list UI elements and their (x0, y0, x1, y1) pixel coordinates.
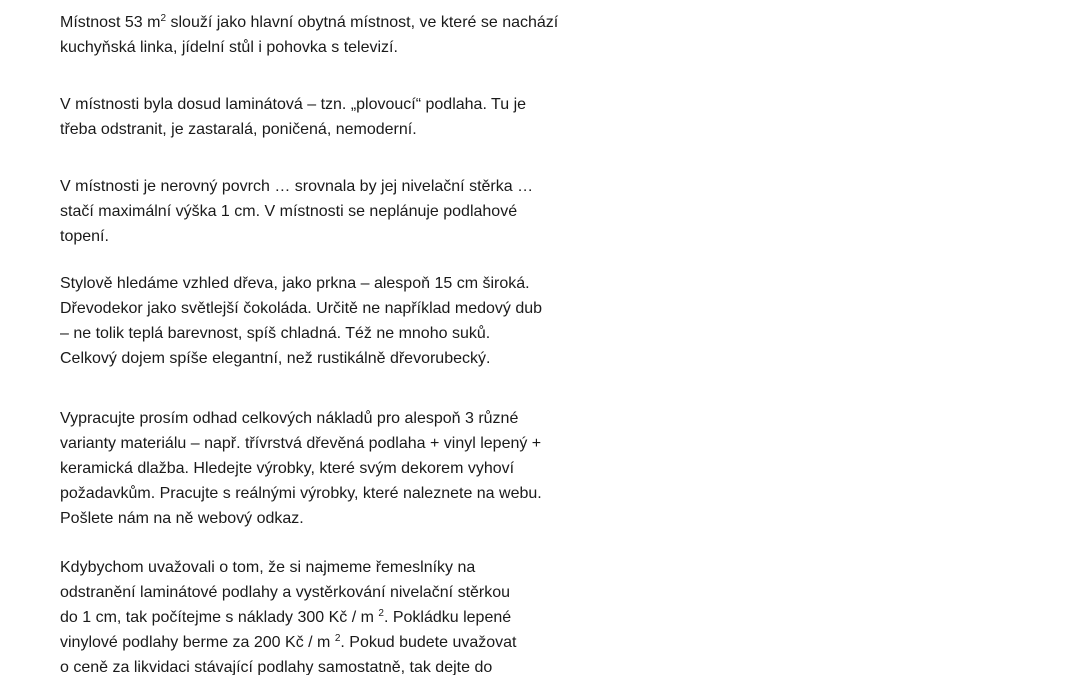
text-line: odstranění laminátové podlahy a vystěrkování nivelační stěrkou (60, 584, 511, 601)
text-line: Dřevodekor jako světlejší čokoláda. Určitě ne například medový dub (60, 300, 543, 317)
text-line: Místnost 53 $m^2$ slouží jako hlavní obytná místnost, ve které se nachází (60, 13, 559, 31)
text-line: vinylové podlahy berme za 200 Kč / m $^2$. Pokud budete uvažovat (60, 633, 517, 651)
text-line: Celkový dojem spíše elegantní, než rustikálně dřevorubecký. (60, 350, 491, 367)
text-line: topení. (60, 228, 109, 245)
paragraph-room-description (60, 10, 660, 60)
text-line: varianty materiálu – např. třívrstvá dřevěná podlaha + vinyl lepený + (60, 435, 542, 452)
text-line: požadavkům. Pracujte s reálnými výrobky, které naleznete na webu. (60, 485, 542, 502)
text-line: V místnosti byla dosud laminátová – tzn. „plovoucí“ podlaha. Tu je (60, 96, 527, 113)
paragraph-old-floor (60, 92, 660, 142)
text-line: keramická dlažba. Hledejte výrobky, které svým dekorem vyhoví (60, 460, 515, 477)
superscript: 2 (334, 633, 341, 644)
text-line: třeba odstranit, je zastaralá, poničená, nemoderní. (60, 121, 417, 138)
text-line: – ne tolik teplá barevnost, spíš chladná. Též ne mnoho suků. (60, 325, 491, 342)
text-line: kuchyňská linka, jídelní stůl i pohovka s televizí. (60, 39, 398, 56)
text-line: Pošlete nám na ně webový odkaz. (60, 510, 304, 527)
paragraph-task (60, 406, 660, 531)
text-line: do 1 cm, tak počítejme s náklady 300 Kč / m $^2$. Pokládku lepené (60, 608, 512, 626)
text-line: Stylově hledáme vzhled dřeva, jako prkna – alespoň 15 cm široká. (60, 275, 530, 292)
paragraph-costs (60, 555, 660, 675)
text-line: stačí maximální výška 1 cm. V místnosti se neplánuje podlahové (60, 203, 518, 220)
superscript: 2 (378, 608, 384, 619)
text-line: Kdybychom uvažovali o tom, že si najmeme řemeslníky na (60, 559, 476, 576)
superscript: 2 (160, 13, 167, 24)
paragraph-style (60, 271, 660, 371)
text-line: Vypracujte prosím odhad celkových nákladů pro alespoň 3 různé (60, 410, 519, 427)
text-line: V místnosti je nerovný povrch … srovnala by jej nivelační stěrka … (60, 178, 534, 195)
text-line: o ceně za likvidaci stávající podlahy samostatně, tak dejte do (60, 659, 493, 675)
paragraph-surface (60, 174, 660, 249)
